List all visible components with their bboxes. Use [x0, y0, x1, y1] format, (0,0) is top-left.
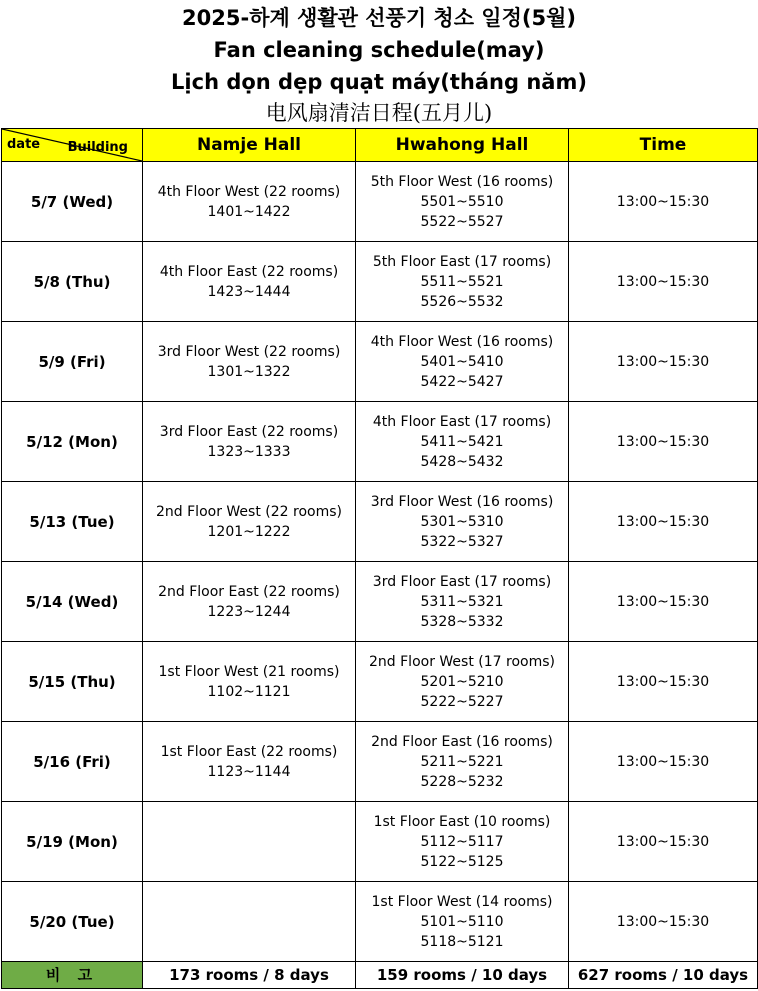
namje-cell: [143, 562, 356, 642]
hwahong-room-range: 5311~5321: [420, 593, 504, 610]
hwahong-floor-label: 5th Floor West (16 rooms): [370, 173, 554, 190]
schedule-row: [2, 322, 758, 402]
date-cell: 5/12 (Mon): [2, 402, 143, 482]
hwahong-room-range: 5301~5310: [420, 513, 504, 530]
schedule-row: [2, 882, 758, 962]
hwahong-room-range: 5328~5332: [420, 613, 504, 630]
hwahong-floor-label: 2nd Floor West (17 rooms): [369, 653, 555, 670]
date-cell: 5/14 (Wed): [2, 562, 143, 642]
schedule-row: [2, 802, 758, 882]
schedule-row: [2, 562, 758, 642]
time-cell: 13:00~15:30: [569, 482, 758, 562]
hwahong-room-range: 5526~5532: [420, 293, 504, 310]
hwahong-room-range: 5101~5110: [420, 913, 504, 930]
hwahong-room-range: 5228~5232: [420, 773, 504, 790]
time-total-cell: 627 rooms / 10 days: [569, 962, 758, 989]
title-vietnamese: Lịch dọn dẹp quạt máy(tháng năm): [171, 70, 587, 94]
hwahong-cell: [356, 482, 569, 562]
namje-floor-label: 4th Floor East (22 rooms): [159, 263, 339, 280]
namje-cell: [143, 802, 356, 882]
date-cell: 5/20 (Tue): [2, 882, 143, 962]
schedule-row: [2, 242, 758, 322]
hwahong-room-range: 5122~5125: [420, 853, 504, 870]
header-hwahong-hall: Hwahong Hall: [356, 129, 569, 162]
hwahong-room-range: 5401~5410: [420, 353, 504, 370]
namje-room-range: 1301~1322: [207, 363, 291, 380]
hwahong-floor-label: 5th Floor East (17 rooms): [372, 253, 552, 270]
namje-floor-label: 1st Floor East (22 rooms): [160, 743, 338, 760]
namje-room-range: 1401~1422: [207, 203, 291, 220]
schedule-row: [2, 722, 758, 802]
namje-floor-label: 3rd Floor East (22 rooms): [159, 423, 339, 440]
time-cell: 13:00~15:30: [569, 882, 758, 962]
hwahong-floor-label: 1st Floor East (10 rooms): [373, 813, 551, 830]
namje-floor-label: 2nd Floor West (22 rooms): [156, 503, 342, 520]
hwahong-room-range: 5112~5117: [420, 833, 504, 850]
hwahong-room-range: 5428~5432: [420, 453, 504, 470]
schedule-row: [2, 642, 758, 722]
hwahong-room-range: 5211~5221: [420, 753, 504, 770]
corner-header-cell: [2, 129, 143, 162]
date-cell: 5/7 (Wed): [2, 162, 143, 242]
namje-room-range: 1102~1121: [207, 683, 291, 700]
summary-row: [2, 962, 758, 989]
namje-room-range: 1223~1244: [207, 603, 291, 620]
hwahong-room-range: 5411~5421: [420, 433, 504, 450]
namje-cell: [143, 642, 356, 722]
time-cell: 13:00~15:30: [569, 402, 758, 482]
schedule-table: [1, 128, 758, 989]
namje-cell: [143, 882, 356, 962]
time-cell: 13:00~15:30: [569, 642, 758, 722]
header-row: [2, 129, 758, 162]
namje-cell: [143, 402, 356, 482]
time-cell: 13:00~15:30: [569, 722, 758, 802]
hwahong-room-range: 5522~5527: [420, 213, 504, 230]
namje-floor-label: 1st Floor West (21 rooms): [158, 663, 340, 680]
namje-cell: [143, 482, 356, 562]
corner-building-label: Building: [67, 140, 128, 155]
namje-cell: [143, 162, 356, 242]
header-namje-hall: Namje Hall: [143, 129, 356, 162]
time-cell: 13:00~15:30: [569, 802, 758, 882]
time-cell: 13:00~15:30: [569, 242, 758, 322]
namje-room-range: 1201~1222: [207, 523, 291, 540]
namje-floor-label: 4th Floor West (22 rooms): [157, 183, 341, 200]
hwahong-cell: [356, 402, 569, 482]
title-english: Fan cleaning schedule(may): [213, 38, 545, 62]
namje-room-range: 1423~1444: [207, 283, 291, 300]
schedule-row: [2, 482, 758, 562]
hwahong-floor-label: 2nd Floor East (16 rooms): [371, 733, 553, 750]
hwahong-total-cell: 159 rooms / 10 days: [356, 962, 569, 989]
schedule-row: [2, 162, 758, 242]
time-cell: 13:00~15:30: [569, 562, 758, 642]
namje-room-range: 1123~1144: [207, 763, 291, 780]
hwahong-cell: [356, 162, 569, 242]
hwahong-cell: [356, 802, 569, 882]
title-korean: 2025-하계 생활관 선풍기 청소 일정(5월): [182, 6, 576, 30]
hwahong-cell: [356, 322, 569, 402]
namje-cell: [143, 722, 356, 802]
date-cell: 5/15 (Thu): [2, 642, 143, 722]
time-cell: 13:00~15:30: [569, 162, 758, 242]
namje-total-cell: 173 rooms / 8 days: [143, 962, 356, 989]
hwahong-cell: [356, 882, 569, 962]
hwahong-floor-label: 3rd Floor East (17 rooms): [372, 573, 552, 590]
title-block: [0, 0, 758, 128]
schedule-row: [2, 402, 758, 482]
namje-room-range: 1323~1333: [207, 443, 291, 460]
date-cell: 5/16 (Fri): [2, 722, 143, 802]
hwahong-room-range: 5118~5121: [420, 933, 504, 950]
hwahong-floor-label: 4th Floor East (17 rooms): [372, 413, 552, 430]
hwahong-cell: [356, 242, 569, 322]
namje-floor-label: 2nd Floor East (22 rooms): [158, 583, 340, 600]
hwahong-cell: [356, 722, 569, 802]
hwahong-cell: [356, 562, 569, 642]
date-cell: 5/9 (Fri): [2, 322, 143, 402]
hwahong-floor-label: 3rd Floor West (16 rooms): [370, 493, 554, 510]
date-cell: 5/8 (Thu): [2, 242, 143, 322]
hwahong-room-range: 5511~5521: [420, 273, 504, 290]
hwahong-room-range: 5201~5210: [420, 673, 504, 690]
header-time: Time: [569, 129, 758, 162]
title-chinese: 电风扇清洁日程(五月儿): [265, 101, 493, 125]
hwahong-room-range: 5222~5227: [420, 693, 504, 710]
corner-date-label: date: [7, 137, 41, 152]
hwahong-room-range: 5322~5327: [420, 533, 504, 550]
hwahong-room-range: 5422~5427: [420, 373, 504, 390]
namje-floor-label: 3rd Floor West (22 rooms): [157, 343, 341, 360]
date-cell: 5/13 (Tue): [2, 482, 143, 562]
remark-cell: 비 고: [2, 962, 143, 989]
hwahong-floor-label: 4th Floor West (16 rooms): [370, 333, 554, 350]
hwahong-cell: [356, 642, 569, 722]
hwahong-floor-label: 1st Floor West (14 rooms): [371, 893, 553, 910]
time-cell: 13:00~15:30: [569, 322, 758, 402]
namje-cell: [143, 322, 356, 402]
namje-cell: [143, 242, 356, 322]
hwahong-room-range: 5501~5510: [420, 193, 504, 210]
date-cell: 5/19 (Mon): [2, 802, 143, 882]
